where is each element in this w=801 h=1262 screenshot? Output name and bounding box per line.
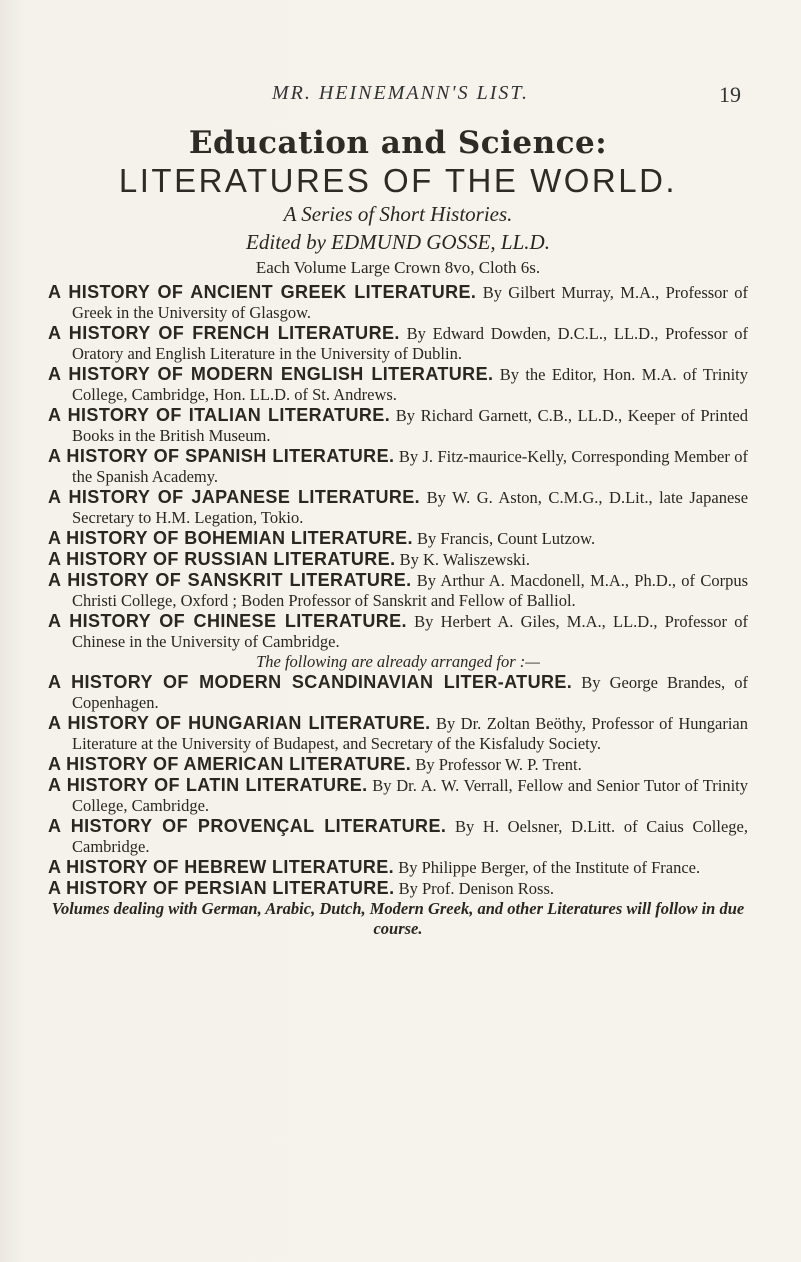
page-content [48,124,748,939]
entry-byline: By Richard Garnett, C.B., LL.D., Keeper of Printed Books in the British Museum. [72,406,749,445]
entry-title: A HISTORY OF HEBREW LITERATURE. [48,857,395,877]
entry-title: A HISTORY OF SANSKRIT LITERATURE. [48,570,412,590]
entry-title: A HISTORY OF ANCIENT GREEK LITERATURE. [48,282,477,302]
list-item [48,323,748,364]
entry-byline: By J. Fitz-maurice-Kelly, Corresponding Member of the Spanish Academy. [72,447,748,486]
category-heading: Education and Science: [188,125,608,161]
entry-byline: By Professor W. P. Trent. [415,755,582,774]
entry-byline: By the Editor, Hon. M.A. of Trinity College, Cambridge, Hon. LL.D. of St. Andrews. [72,365,748,404]
list-item [48,857,748,878]
list-item [48,570,748,611]
entry-byline: By Francis, Count Lutzow. [417,529,596,548]
entry-title: A HISTORY OF JAPANESE LITERATURE. [48,487,421,507]
list-item [48,611,748,652]
entry-title: A HISTORY OF AMERICAN LITERATURE. [48,754,412,774]
entry-list [48,282,748,652]
list-item [48,282,748,323]
arranged-entry-list [48,672,748,899]
list-item [48,405,748,446]
entry-byline: By K. Waliszewski. [399,550,530,569]
entry-byline: By Gilbert Murray, M.A., Professor of Greek in the University of Glasgow. [72,283,749,322]
entry-title: A HISTORY OF LATIN LITERATURE. [48,775,368,795]
closing-note: Volumes dealing with German, Arabic, Dutch, Modern Greek, and other Literatures will follow in due course. [51,899,745,938]
list-item [48,878,748,899]
entry-title: A HISTORY OF CHINESE LITERATURE. [48,611,407,631]
entry-byline: By Arthur A. Macdonell, M.A., Ph.D., of Corpus Christi College, Oxford ; Boden Professor of Sanskrit and Fellow of Balliol. [72,571,749,610]
list-item [48,549,748,570]
entry-byline: By Prof. Denison Ross. [398,879,555,898]
running-head-title: MR. HEINEMANN'S LIST. [271,82,529,104]
list-item [48,528,748,549]
entry-title: A HISTORY OF MODERN ENGLISH LITERATURE. [48,364,494,384]
list-item [48,754,748,775]
entry-title: A HISTORY OF SPANISH LITERATURE. [48,446,395,466]
list-item [48,775,748,816]
entry-title: A HISTORY OF MODERN SCANDINAVIAN LITER-ATURE. [48,672,573,692]
entry-title: A HISTORY OF PROVENÇAL LITERATURE. [48,816,447,836]
page-number: 19 [719,82,741,107]
series-title: LITERATURES OF THE WORLD. [118,162,678,199]
entry-title: A HISTORY OF BOHEMIAN LITERATURE. [48,528,413,548]
entry-title: A HISTORY OF PERSIAN LITERATURE. [48,878,395,898]
entry-byline: By W. G. Aston, C.M.G., D.Lit., late Japanese Secretary to H.M. Legation, Tokio. [72,488,749,527]
entry-byline: By Herbert A. Giles, M.A., LL.D., Professor of Chinese in the University of Cambridge. [72,612,748,651]
entry-byline: By Dr. Zoltan Beöthy, Professor of Hungarian Literature at the University of Budapest, and Secretary of the Kisfaludy Society. [72,714,748,753]
series-editor: Edited by EDMUND GOSSE, LL.D. [246,230,550,254]
list-item [48,713,748,754]
entry-title: A HISTORY OF RUSSIAN LITERATURE. [48,549,396,569]
list-item [48,446,748,487]
entry-title: A HISTORY OF FRENCH LITERATURE. [48,323,400,343]
list-item [48,816,748,857]
entry-byline: By Philippe Berger, of the Institute of France. [398,858,701,877]
entry-byline: By H. Oelsner, D.Litt. of Caius College, Cambridge. [72,817,748,856]
entry-byline: By Dr. A. W. Verrall, Fellow and Senior Tutor of Trinity College, Cambridge. [72,776,749,815]
entry-title: A HISTORY OF ITALIAN LITERATURE. [48,405,391,425]
list-item [48,487,748,528]
entry-title: A HISTORY OF HUNGARIAN LITERATURE. [48,713,431,733]
series-subtitle: A Series of Short Histories. [283,202,513,226]
list-item [48,672,748,713]
entry-byline: By Edward Dowden, D.C.L., LL.D., Professor of Oratory and English Literature in the University of Dublin. [72,324,749,363]
entry-byline: By George Brandes, of Copenhagen. [72,673,749,712]
running-head [0,82,801,110]
list-item [48,364,748,405]
arranged-note: The following are already arranged for :— [256,652,540,671]
volume-price: Each Volume Large Crown 8vo, Cloth 6s. [255,258,541,277]
